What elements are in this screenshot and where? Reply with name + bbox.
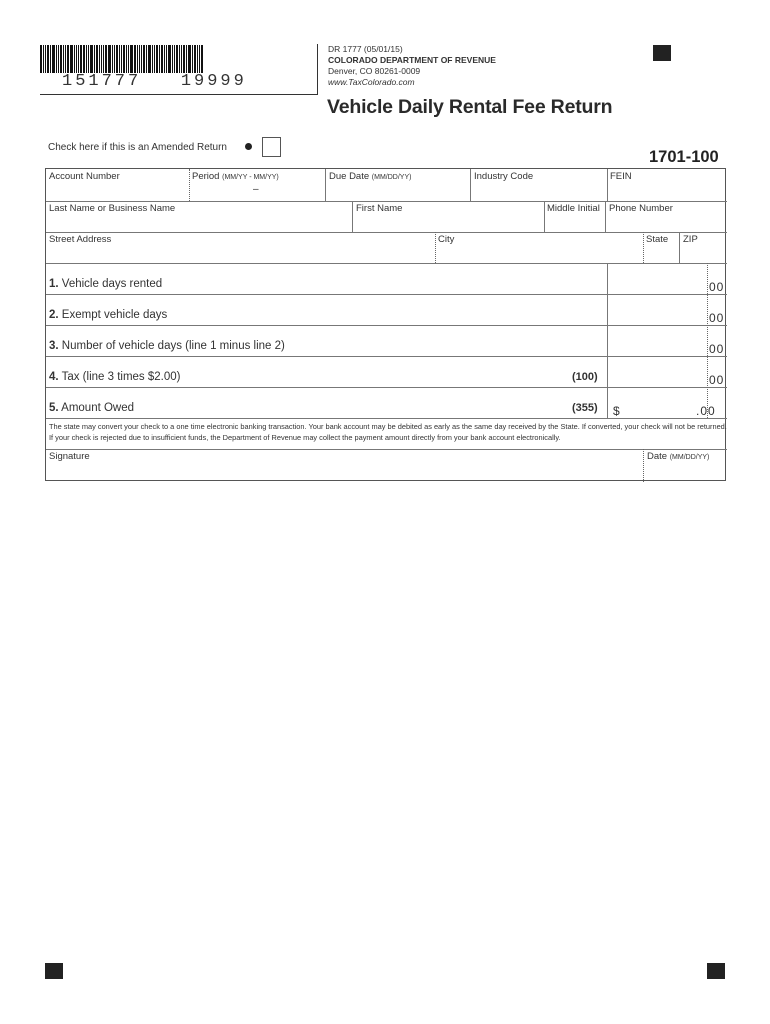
registration-mark bbox=[45, 963, 63, 979]
department-address: Denver, CO 80261-0009 bbox=[328, 66, 421, 76]
line-3-cents: 00 bbox=[709, 342, 725, 356]
barcode bbox=[40, 45, 254, 73]
line-1-label: 1. Vehicle days rented bbox=[49, 278, 163, 290]
period-label: Period (MM/YY - MM/YY) bbox=[192, 171, 279, 182]
line-4-label: 4. Tax (line 3 times $2.00) bbox=[49, 371, 181, 383]
first-name-label: First Name bbox=[356, 203, 403, 214]
department-name: COLORADO DEPARTMENT OF REVENUE bbox=[328, 55, 496, 65]
form-number: 1701-100 bbox=[649, 148, 719, 166]
due-date-label: Due Date (MM/DD/YY) bbox=[329, 171, 412, 182]
zip-label: ZIP bbox=[683, 234, 698, 245]
form-id: DR 1777 (05/01/15) bbox=[328, 44, 403, 54]
line-2-label: 2. Exempt vehicle days bbox=[49, 309, 168, 321]
line-4-code: (100) bbox=[572, 371, 598, 383]
signature-label: Signature bbox=[49, 451, 90, 462]
middle-initial-label: Middle Initial bbox=[547, 203, 600, 214]
return-form bbox=[45, 168, 726, 481]
dollar-sign: $ bbox=[613, 404, 621, 418]
registration-mark bbox=[653, 45, 671, 61]
barcode-number: 151777 19999 bbox=[62, 72, 247, 91]
line-1-cents: 00 bbox=[709, 280, 725, 294]
account-number-label: Account Number bbox=[49, 171, 120, 182]
last-name-label: Last Name or Business Name bbox=[49, 203, 176, 214]
line-5-code: (355) bbox=[572, 402, 598, 414]
amended-return-label: Check here if this is an Amended Return bbox=[48, 142, 227, 153]
divider bbox=[317, 44, 318, 95]
fein-label: FEIN bbox=[610, 171, 632, 182]
line-2-cents: 00 bbox=[709, 311, 725, 325]
registration-mark bbox=[707, 963, 725, 979]
bullet-icon bbox=[245, 143, 252, 150]
page-title: Vehicle Daily Rental Fee Return bbox=[327, 96, 613, 118]
divider bbox=[40, 94, 317, 95]
payment-notice: The state may convert your check to a one time electronic banking transaction. Your bank account may be debited as early as the same day received by the State. If converted, your check will not be returned. If your check is rejected due to insufficient funds, the Department of Revenue may collect the payment amount directly from your bank account electronically. bbox=[49, 422, 727, 442]
period-dash: – bbox=[253, 184, 259, 195]
industry-code-label: Industry Code bbox=[474, 171, 534, 182]
line-3-label: 3. Number of vehicle days (line 1 minus line 2) bbox=[49, 340, 285, 352]
city-label: City bbox=[438, 234, 455, 245]
street-address-label: Street Address bbox=[49, 234, 112, 245]
line-5-cents: .00 bbox=[696, 404, 716, 418]
line-5-label: 5. Amount Owed bbox=[49, 402, 135, 414]
amended-return-checkbox[interactable] bbox=[262, 137, 281, 157]
state-label: State bbox=[646, 234, 669, 245]
date-label: Date (MM/DD/YY) bbox=[647, 451, 710, 462]
website-link[interactable]: www.TaxColorado.com bbox=[328, 77, 415, 87]
phone-number-label: Phone Number bbox=[609, 203, 673, 214]
line-4-cents: 00 bbox=[709, 373, 725, 387]
